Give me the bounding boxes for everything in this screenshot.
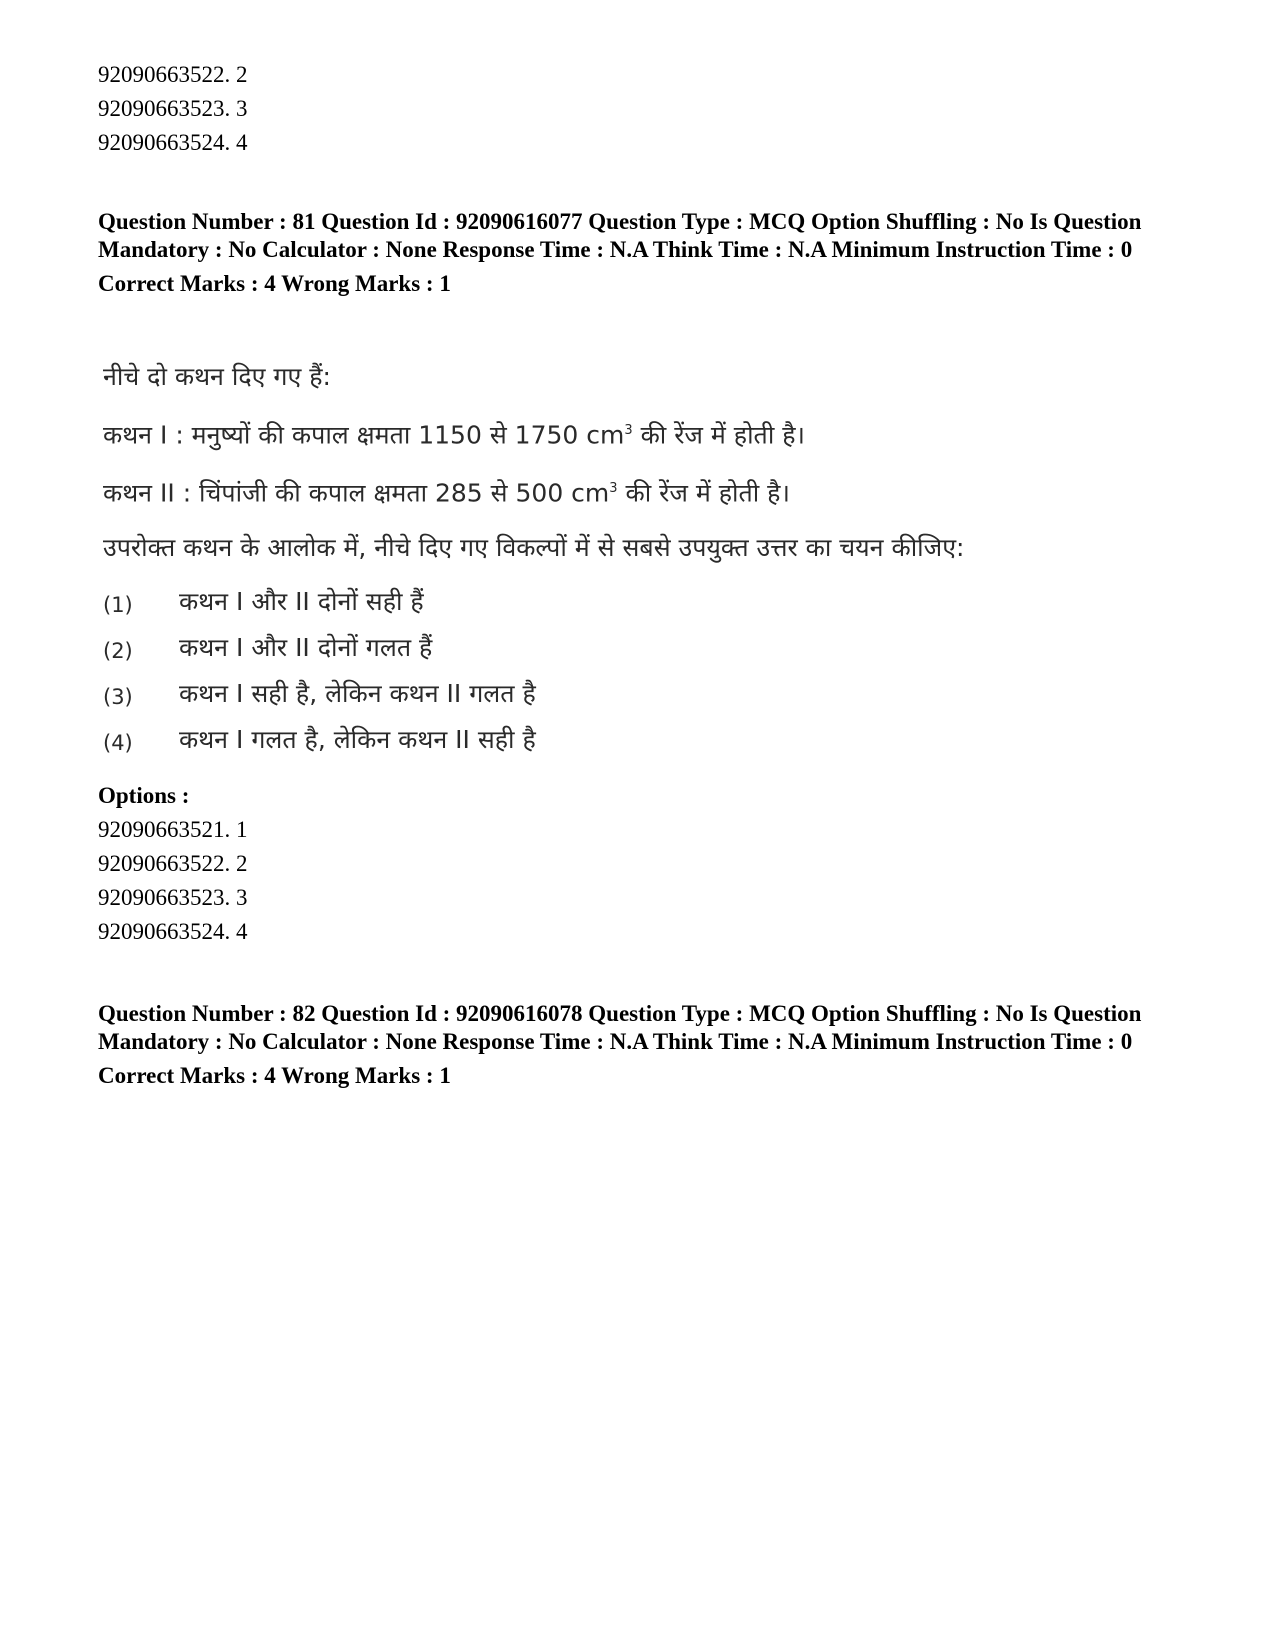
option-item: 92090663524. 4	[98, 130, 248, 155]
statement-1	[103, 416, 1023, 450]
choice-item	[103, 679, 1023, 712]
choice-text: कथन I सही है, लेकिन कथन II गलत है	[179, 678, 536, 708]
option-id: 92090663522	[98, 62, 225, 87]
question-marks: Correct Marks : 4 Wrong Marks : 1	[98, 271, 451, 296]
question-81-header	[98, 208, 1178, 298]
statement-2-text: कथन II : चिंपांजी की कपाल क्षमता 285 से 500 cm	[103, 478, 610, 508]
option-value: 3	[236, 885, 248, 910]
previous-options-list	[98, 58, 1178, 160]
option-value: 2	[236, 62, 248, 87]
option-value: 2	[236, 851, 248, 876]
statement-1-text: कथन I : मनुष्यों की कपाल क्षमता 1150 से 1750 cm	[103, 420, 625, 450]
question-meta: Question Number : 81 Question Id : 92090616077 Question Type : MCQ Option Shuffling : No Is Question Mandatory : No Calculator : None Response Time : N.A Think Time : N.A Minimum Instruction Time : 0	[98, 209, 1142, 262]
option-value: 4	[236, 919, 248, 944]
option-id: 92090663523	[98, 885, 225, 910]
question-meta: Question Number : 82 Question Id : 92090616078 Question Type : MCQ Option Shuffling : No Is Question Mandatory : No Calculator : None Response Time : N.A Think Time : N.A Minimum Instruction Time : 0	[98, 1001, 1142, 1054]
option-item: 92090663523. 3	[98, 885, 248, 910]
choice-item	[103, 725, 1023, 758]
option-value: 3	[236, 96, 248, 121]
choice-number: (3)	[103, 684, 133, 709]
choice-text: कथन I और II दोनों सही हैं	[179, 586, 424, 616]
choice-item	[103, 587, 1023, 620]
option-item: 92090663522. 2	[98, 851, 248, 876]
option-item: 92090663522. 2	[98, 62, 248, 87]
choice-item	[103, 633, 1023, 666]
option-id: 92090663523	[98, 96, 225, 121]
question-intro: नीचे दो कथन दिए गए हैं:	[103, 362, 331, 391]
choice-number: (4)	[103, 730, 133, 755]
question-81-image	[103, 362, 1023, 771]
question-81-options	[98, 779, 1178, 949]
option-item: 92090663523. 3	[98, 96, 248, 121]
options-label: Options :	[98, 783, 190, 808]
choice-text: कथन I और II दोनों गलत हैं	[179, 632, 433, 662]
choice-text: कथन I गलत है, लेकिन कथन II सही है	[179, 724, 536, 754]
statement-2	[103, 474, 1023, 508]
statement-1-superscript: 3	[624, 423, 633, 438]
option-value: 1	[236, 817, 248, 842]
question-instruction: उपरोक्त कथन के आलोक में, नीचे दिए गए विकल्पों में से सबसे उपयुक्त उत्तर का चयन कीजिए:	[103, 532, 965, 562]
question-marks: Correct Marks : 4 Wrong Marks : 1	[98, 1063, 451, 1088]
option-value: 4	[236, 130, 248, 155]
question-82-header	[98, 1000, 1178, 1090]
statement-2-suffix: की रेंज में होती है।	[617, 478, 790, 508]
statement-1-suffix: की रेंज में होती है।	[632, 420, 805, 450]
option-item: 92090663521. 1	[98, 817, 248, 842]
option-id: 92090663524	[98, 130, 225, 155]
choice-number: (2)	[103, 638, 133, 663]
option-id: 92090663524	[98, 919, 225, 944]
option-id: 92090663522	[98, 851, 225, 876]
choice-number: (1)	[103, 592, 133, 617]
statement-2-superscript: 3	[609, 481, 618, 497]
option-id: 92090663521	[98, 817, 225, 842]
option-item: 92090663524. 4	[98, 919, 248, 944]
